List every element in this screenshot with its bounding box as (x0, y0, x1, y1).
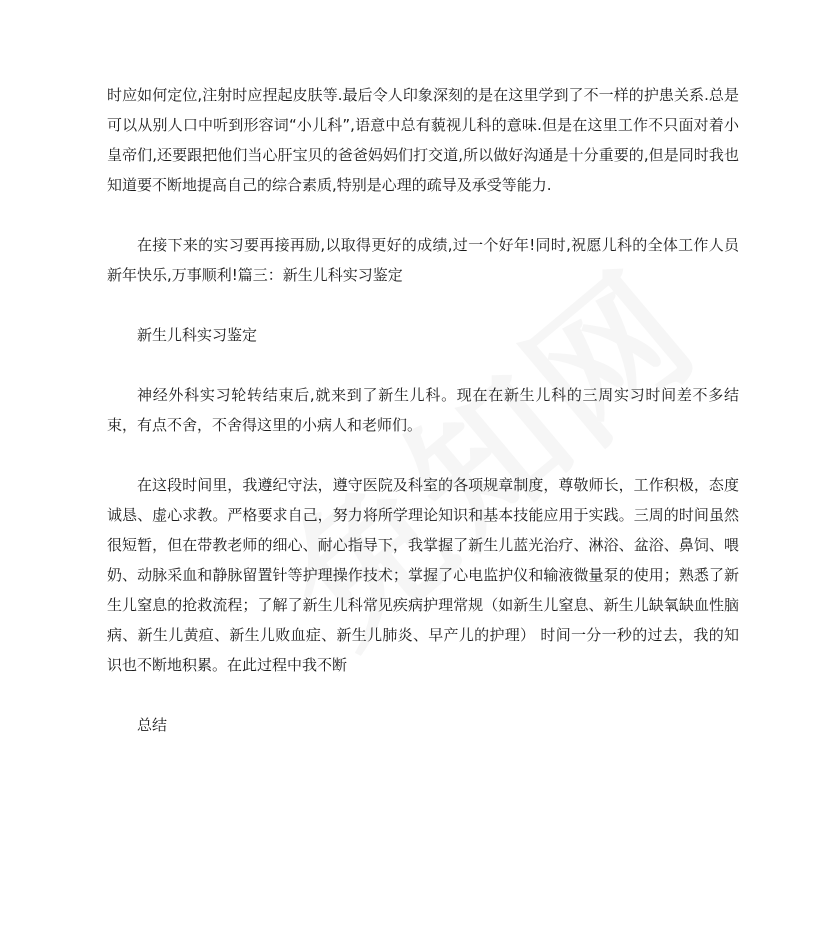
paragraph-closing-wishes: 在接下来的实习要再接再励,以取得更好的成绩,过一个好年!同时,祝愿儿科的全体工作人员新年快乐,万事顺利!篇三：新生儿科实习鉴定 (107, 236, 739, 284)
section-heading: 新生儿科实习鉴定 (137, 326, 258, 344)
document-body (107, 80, 739, 770)
paragraph-continued: 时应如何定位,注射时应捏起皮肤等.最后令人印象深刻的是在这里学到了不一样的护患关系.总是可以从别人口中听到形容词“小儿科”,语意中总有藐视儿科的意味.但是在这里工作不只面对着小皇帝们,还要跟把他们当心肝宝贝的爸爸妈妈们打交道,所以做好沟通是十分重要的,但是同时我也知道要不断地提高自己的综合素质,特别是心理的疏导及承受等能力. (107, 86, 739, 194)
paragraph-intro: 神经外科实习轮转结束后,就来到了新生儿科。现在在新生儿科的三周实习时间差不多结束，有点不舍，不舍得这里的小病人和老师们。 (107, 386, 739, 434)
summary-heading: 总结 (137, 716, 168, 734)
paragraph-skills: 在这段时间里，我遵纪守法，遵守医院及科室的各项规章制度，尊敬师长，工作积极，态度诚恳、虚心求教。严格要求自己，努力将所学理论知识和基本技能应用于实践。三周的时间虽然很短暂，但在带教老师的细心、耐心指导下，我掌握了新生儿蓝光治疗、淋浴、盆浴、鼻饲、喂奶、动脉采血和静脉留置针等护理操作技术；掌握了心电监护仪和输液微量泵的使用；熟悉了新生儿窒息的抢救流程；了解了新生儿科常见疾病护理常规（如新生儿窒息、新生儿缺氧缺血性脑病、新生儿黄疸、新生儿败血症、新生儿肺炎、早产儿的护理） 时间一分一秒的过去，我的知识也不断地积累。在此过程中我不断 (107, 476, 739, 674)
